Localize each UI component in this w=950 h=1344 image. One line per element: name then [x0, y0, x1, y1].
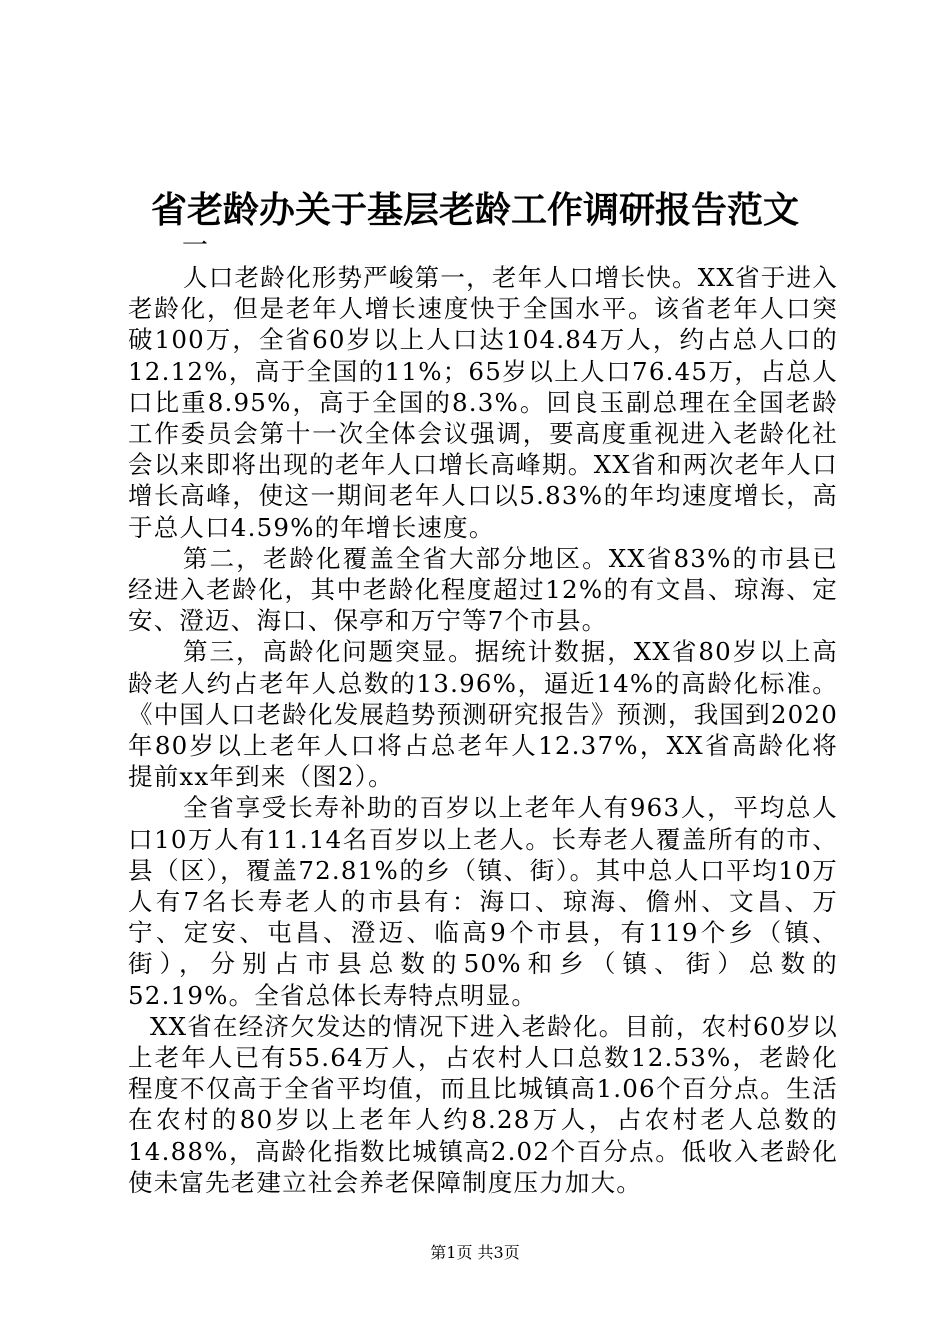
document-title: 省老龄办关于基层老龄工作调研报告范文 — [150, 189, 799, 231]
paragraph-rural-aging: XX省在经济欠发达的情况下进入老龄化。目前，农村60岁以上老年人已有55.64万人，占农村人口总数12.53%，老龄化程度不仅高于全省平均值，而且比城镇高1.06个百分点。生活在农村的80岁以上老年人约8.28万人，占农村老人总数的14.88%，高龄化指数比城镇高2.02个百分点。低收入老龄化使未富先老建立社会养老保障制度压力加大。 — [128, 1011, 838, 1197]
paragraph-coverage: 第二，老龄化覆盖全省大部分地区。XX省83%的市县已经进入老龄化，其中老龄化程度超过12%的有文昌、琼海、定安、澄迈、海口、保亭和万宁等7个市县。 — [128, 543, 838, 636]
page-footer: 第1页 共3页 — [430, 1243, 520, 1262]
paragraph-population-growth: 人口老龄化形势严峻第一，老年人口增长快。XX省于进入老龄化，但是老年人增长速度快于全国水平。该省老年人口突破100万，全省60岁以上人口达104.84万人，约占总人口的12.12%，高于全国的11%；65岁以上人口76.45万，占总人口比重8.95%，高于全国的8.3%。回良玉副总理在全国老龄工作委员会第十一次全体会议强调，要高度重视进入老龄化社会以来即将出现的老年人口增长高峰期。XX省和两次老年人口增长高峰，使这一期间老年人口以5.83%的年均速度增长，高于总人口4.59%的年增长速度。 — [128, 263, 838, 542]
section-number: 一 — [182, 231, 209, 261]
paragraph-centenarians: 全省享受长寿补助的百岁以上老年人有963人，平均总人口10万人有11.14名百岁以上老人。长寿老人覆盖所有的市、县（区），覆盖72.81%的乡（镇、街）。其中总人口平均10万人有7名长寿老人的市县有：海口、琼海、儋州、文昌、万宁、定安、屯昌、澄迈、临高9个市县，有119个乡（镇、街），分别占市县总数的50%和乡（镇、街）总数的52.19%。全省总体长寿特点明显。 — [128, 793, 838, 1010]
paragraph-aging-elderly: 第三，高龄化问题突显。据统计数据，XX省80岁以上高龄老人约占老年人总数的13.96%，逼近14%的高龄化标准。《中国人口老龄化发展趋势预测研究报告》预测，我国到2020年80岁以上老年人口将占总老年人12.37%，XX省高龄化将提前xx年到来（图2）。 — [128, 637, 838, 792]
document-body — [128, 262, 838, 1198]
